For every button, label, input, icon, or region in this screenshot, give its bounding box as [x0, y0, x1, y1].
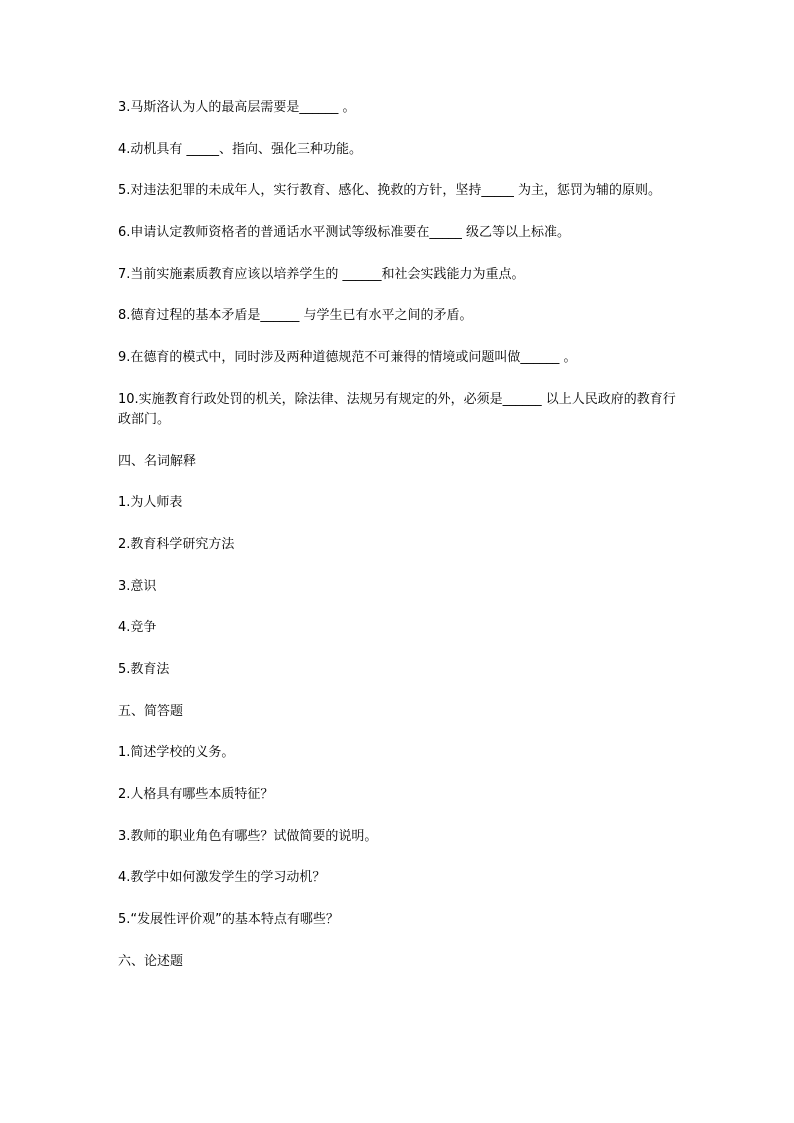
fill-in-question-10: 10.实施教育行政处罚的机关，除法律、法规另有规定的外，必须是______ 以上人民政府的教育行政部门。 — [118, 391, 676, 427]
fill-in-question-8: 8.德育过程的基本矛盾是______ 与学生已有水平之间的矛盾。 — [118, 308, 473, 324]
short-answer-item: 5.“发展性评价观”的基本特点有哪些？ — [118, 912, 339, 928]
section-heading-terms: 四、名词解释 — [118, 453, 197, 469]
term-item: 4.竞争 — [118, 620, 157, 636]
fill-in-question-4: 4.动机具有 _____、指向、强化三种功能。 — [118, 141, 363, 157]
term-item: 2.教育科学研究方法 — [118, 536, 235, 552]
section-heading-essay: 六、论述题 — [118, 953, 184, 969]
fill-in-question-5: 5.对违法犯罪的未成年人，实行教育、感化、挽救的方针，坚持_____ 为主，惩罚为辅的原则。 — [118, 183, 662, 199]
term-item: 3.意识 — [118, 578, 157, 594]
fill-in-question-9: 9.在德育的模式中，同时涉及两种道德规范不可兼得的情境或问题叫做______ 。 — [118, 350, 577, 366]
fill-in-question-6: 6.申请认定教师资格者的普通话水平测试等级标准要在_____ 级乙等以上标准。 — [118, 225, 571, 241]
short-answer-item: 3.教师的职业角色有哪些？试做简要的说明。 — [118, 828, 378, 844]
document-page — [118, 98, 678, 993]
short-answer-item: 4.教学中如何激发学生的学习动机？ — [118, 870, 326, 886]
fill-in-question-7: 7.当前实施素质教育应该以培养学生的 ______和社会实践能力为重点。 — [118, 266, 525, 282]
term-item: 5.教育法 — [118, 661, 170, 677]
term-item: 1.为人师表 — [118, 495, 183, 511]
section-heading-short-answer: 五、简答题 — [118, 703, 184, 719]
short-answer-item: 1.简述学校的义务。 — [118, 745, 235, 761]
short-answer-item: 2.人格具有哪些本质特征？ — [118, 787, 274, 802]
fill-in-question-3: 3.马斯洛认为人的最高层需要是______ 。 — [118, 100, 356, 115]
